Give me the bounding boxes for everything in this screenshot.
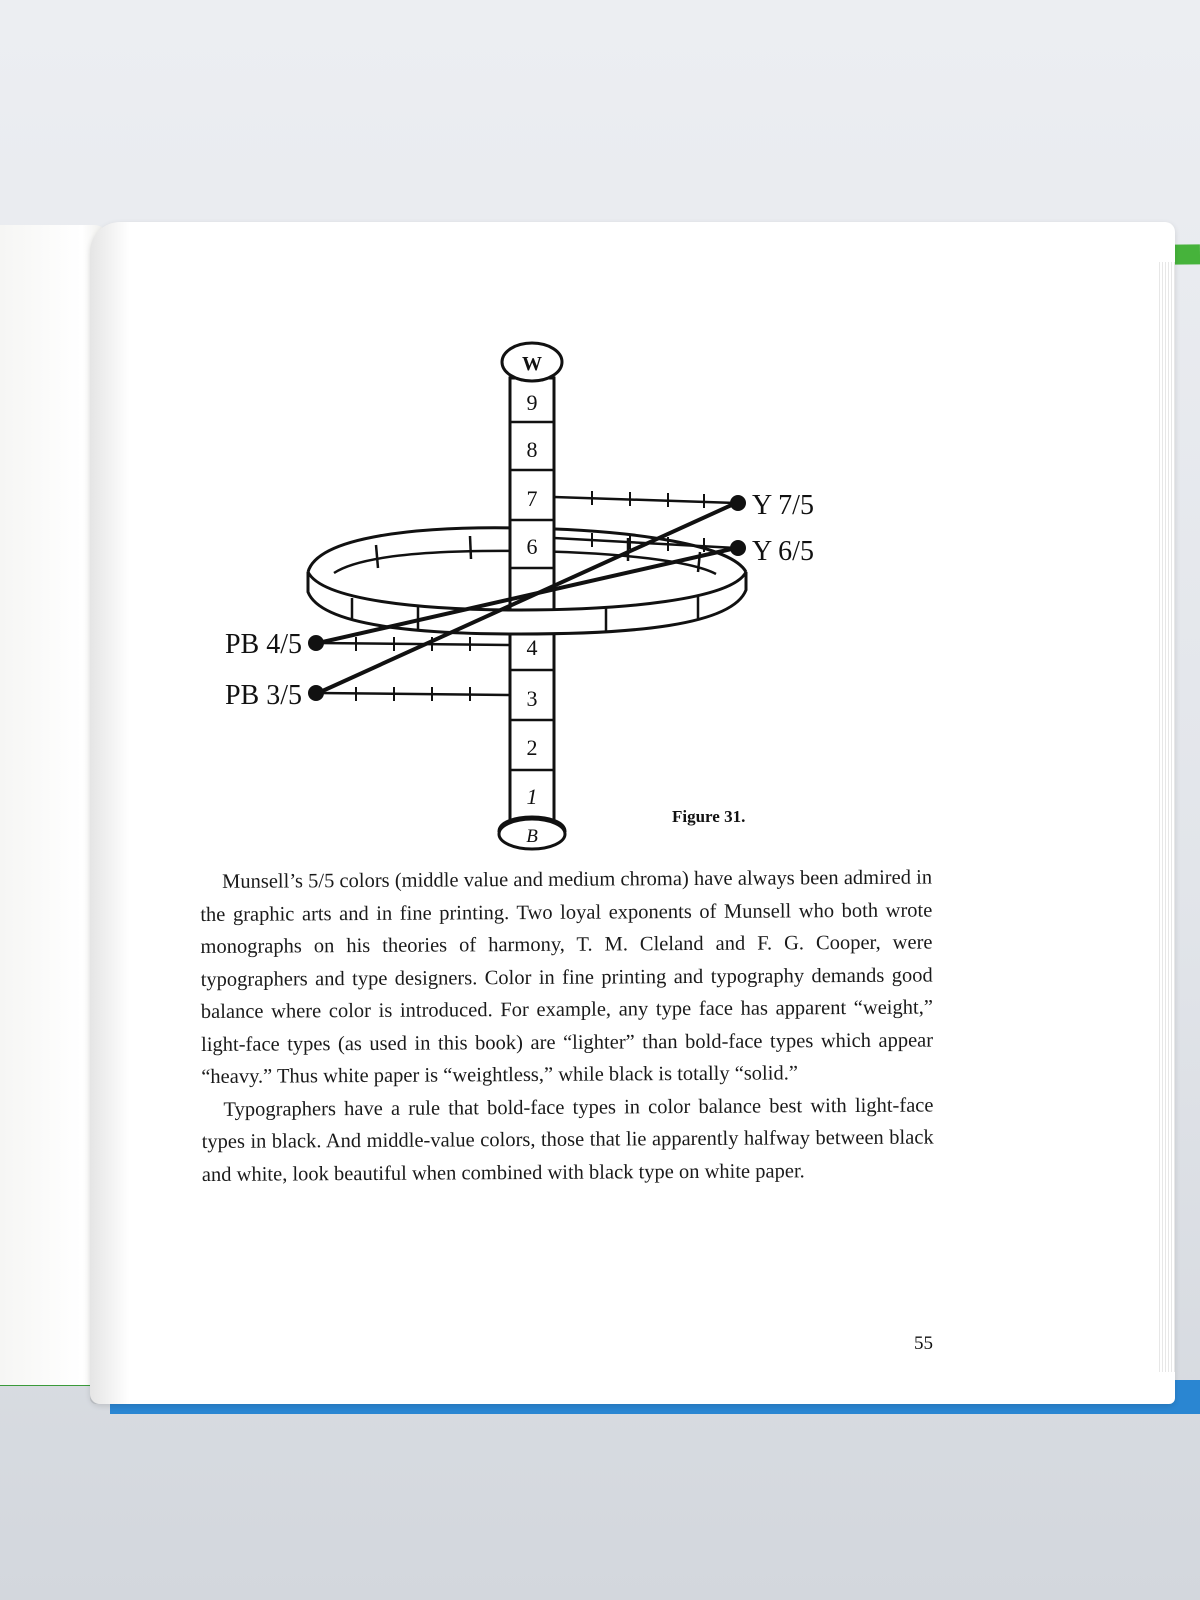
label-pb45: PB 4/5 [224,629,302,660]
label-pb35: PB 3/5 [224,680,302,711]
y65-dot [730,540,746,556]
label-y65: Y 6/5 [752,536,814,567]
value-7: 7 [526,486,538,511]
pb45-dot [308,635,324,651]
y75-dot [730,495,746,511]
white-cap-label: W [522,353,542,375]
value-4: 4 [526,635,538,660]
page-number: 55 [914,1333,933,1354]
value-2: 2 [526,735,538,760]
body-text [200,862,934,1191]
label-y75: Y 7/5 [752,490,814,521]
paragraph-1: Munsell’s 5/5 colors (middle value and medium chroma) have always been admired in the graphic arts and in fine printing. Two loyal exponents of Munsell who both wrote monographs on his theories of harmony, T. M. Cleland and F. G. Cooper, were typographers and type designers. Color in fine printing and typography demands good balance where color is introduced. For example, any type face has apparent “weight,” light-face types (as used in this book) are “lighter” than bold-face types which appear “heavy.” Thus white paper is “weightless,” while black is totally “solid.” [200,866,934,1088]
black-cap-label: B [526,826,538,847]
paragraph-2: Typographers have a rule that bold-face types in color balance best with light-face types in black. And middle-value colors, those that lie apparently halfway between black and white, look beautiful when combined with black type on white paper. [201,1094,934,1186]
pb35-dot [308,685,324,701]
value-3: 3 [526,686,538,711]
value-6: 6 [526,534,538,559]
value-9: 9 [526,390,538,415]
value-1: 1 [526,784,538,809]
figure-caption: Figure 31. [672,807,746,826]
value-8: 8 [526,437,538,462]
